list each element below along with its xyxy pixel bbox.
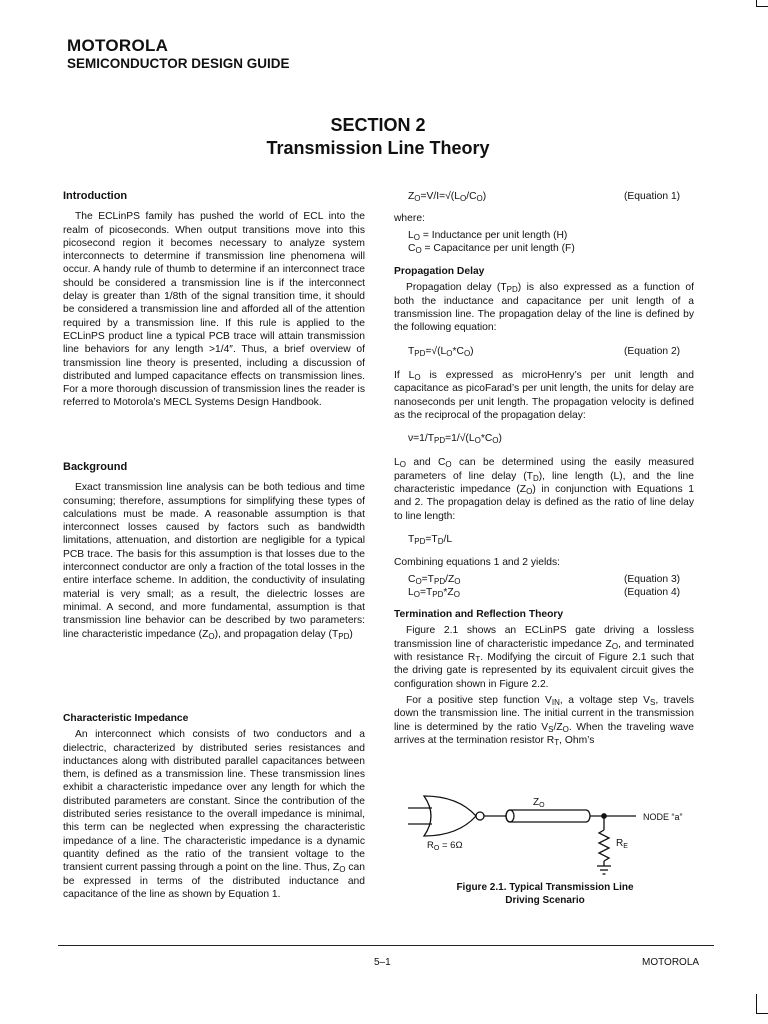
footer-brand: MOTOROLA xyxy=(642,957,700,968)
section-number: SECTION 2 xyxy=(330,115,426,135)
intro-paragraph: The ECLinPS family has pushed the world of ECL into the realm of picoseconds. When output transitions move into this picosecond region it becomes necessary to analyze system interconnects to determine if transmission line phenomena will occur. A handy rule of thumb to determine if an interconnect trace should be considered a transmission line is if the interconnect delay is greater than 1/8th of the signal transition time, it should be considered a transmission line and afforded all of the attention required by a transmission line. If this rule is applied to the ECLinPS product line a typical PCB trace will attain transmission line behaviors for any length >1/4″. Thus, a brief overview of transmission line theory is presented, including a discussion of distributed and lumped capacitance effects on transmission lines. For a more thorough discussion of transmission lines the reader is referred to Motorola’s MECL Systems Design Handbook. xyxy=(63,211,365,409)
figure-caption-line-2: Driving Scenario xyxy=(505,895,585,906)
intro-section xyxy=(63,190,365,410)
crop-mark xyxy=(756,1013,768,1014)
equation-1: $Z_O=V/I=√(L_O/C_O)$ (Equation 1) xyxy=(394,190,694,203)
equation-2: $T_{PD}=√(L_O*C_O)$ (Equation 2) xyxy=(394,345,694,358)
or-gate-symbol xyxy=(424,796,476,836)
crop-mark xyxy=(756,6,768,7)
equation-3-label: (Equation 3) xyxy=(624,573,681,585)
section-title: Transmission Line Theory xyxy=(266,138,490,158)
equation-1-label: (Equation 1) xyxy=(624,191,681,202)
background-paragraph: Exact transmission line analysis can be both tedious and time consuming; therefore, assumptions for simplifying these types of calculations must be made. A reasonable assumption is that interconnect losses caused by factors such as bandwidth limitations, attenuation, and distortion are negligible for a typical PCB trace. The basis for this assumption is that losses due to the interconnect conductor are only a fraction of the total losses in the entire interface scheme. In addition, the conductivity of insulating material is very small; as a result, the dielectric losses are minimal. A second, and more fundamental, assumption is that transmission line behavior can be described by two parameters: line characteristic impedance $(Z_O)$, and propagation delay $(T_{PD})$ xyxy=(63,482,365,641)
termination-paragraph-1: Figure 2.1 shows an ECLinPS gate driving a lossless transmission line of characteristic impedance $Z_O$, and terminated with resistance $R_T$. Modifying the circuit of Figure 2.1 such that the driving gate is represented by its equivalent circuit gives the configuration shown in Figure 2.2. xyxy=(394,625,695,690)
ci-heading: Characteristic Impedance xyxy=(63,713,189,724)
guide-title: SEMICONDUCTOR DESIGN GUIDE xyxy=(67,56,290,71)
tpd-equation: $T_{PD}=T_D/L$ xyxy=(408,533,453,546)
where-label: where: xyxy=(394,213,425,225)
combining-text: Combining equations 1 and 2 yields: xyxy=(394,557,561,569)
pd-paragraph: Propagation delay $(T_{PD})$ is also expressed as a function of both the inductance and capacitance per unit length of a transmission line. The propagation delay of the line is defined by the following equation: xyxy=(394,282,694,334)
figure-caption-line-1: Figure 2.1. Typical Transmission Line xyxy=(456,882,634,893)
pd-paragraph-2: If $L_O$ is expressed as microHenry’s per unit length and capacitance as picoFarad’s per unit length, the units for delay are nanoseconds per unit length. The propagation velocity is defined as the reciprocal of the propagation delay: xyxy=(394,369,694,421)
termination-paragraph-2: For a positive step function $V_{IN}$, a voltage step $V_S$, travels down the transmission line. The initial current in the transmission line is determined by the ratio $V_S/Z_O$. When the traveling wave arrives at the termination resistor $R_T$, Ohm’s xyxy=(394,694,694,747)
inverted-output-bubble xyxy=(476,812,484,820)
crop-mark xyxy=(756,994,757,1014)
re-label: $R_E$ xyxy=(616,838,628,850)
page-number: 5–1 xyxy=(374,957,391,968)
background-section xyxy=(63,461,365,641)
termination-heading: Termination and Reflection Theory xyxy=(394,609,564,621)
transmission-line xyxy=(506,810,590,822)
equation-4: $L_O=T_{PD}*Z_O$ (Equation 4) xyxy=(394,586,694,599)
equation-4-label: (Equation 4) xyxy=(624,586,681,598)
intro-heading: Introduction xyxy=(63,190,128,202)
ro-label: $R_O = 6\Omega$ xyxy=(427,840,463,852)
right-column xyxy=(394,190,694,747)
termination-resistor xyxy=(599,830,609,861)
lo-definition: $L_O$ = Inductance per unit length (H) xyxy=(408,229,568,242)
transmission-line-end xyxy=(506,810,514,822)
brand-name: MOTOROLA xyxy=(67,36,169,55)
characteristic-impedance-section xyxy=(63,712,365,901)
velocity-equation: $\nu=1/T_{PD}=1/√(L_O*C_O)$ xyxy=(408,433,502,446)
footer-rule xyxy=(58,945,714,946)
equation-3: $C_O=T_{PD}/Z_O$ (Equation 3) xyxy=(394,573,694,586)
figure-caption xyxy=(430,881,660,907)
background-heading: Background xyxy=(63,461,128,473)
equation-2-label: (Equation 2) xyxy=(624,345,681,357)
zo-label: $Z_O$ xyxy=(533,797,545,809)
node-a-label: NODE “a” xyxy=(643,812,683,822)
para-lo-co: $L_O$ and $C_O$ can be determined using the easily measured parameters of line delay $(T_D)$, line length (L), and the line characteristic impedance $(Z_O)$ in conjunction with Equations 1 and 2. The propagation delay is defined as the ratio of line delay to line length: xyxy=(394,457,695,522)
propagation-delay-heading: Propagation Delay xyxy=(394,266,485,278)
co-definition: $C_O$ = Capacitance per unit length (F) xyxy=(408,242,575,255)
figure-circuit-diagram xyxy=(400,788,710,878)
ci-paragraph: An interconnect which consists of two conductors and a dielectric, characterized by distributed series resistances and inductances along with distributed parallel capacitances between them, is defined as a transmission line. These transmission lines exhibit a characteristic impedance over any length for which the distributed parameters are constant. Since the contribution of the distributed series resistance to the overall impedance is minimal, this term can be neglected when expressing the characteristic impedance of a line. The characteristic impedance is a dynamic quantity defined as the ratio of the transient voltage to the transient current passing through a point on the line. Thus, $Z_O$ can be expressed in terms of the distributed inductance and capacitance of the line as shown by Equation 1. xyxy=(63,729,365,900)
